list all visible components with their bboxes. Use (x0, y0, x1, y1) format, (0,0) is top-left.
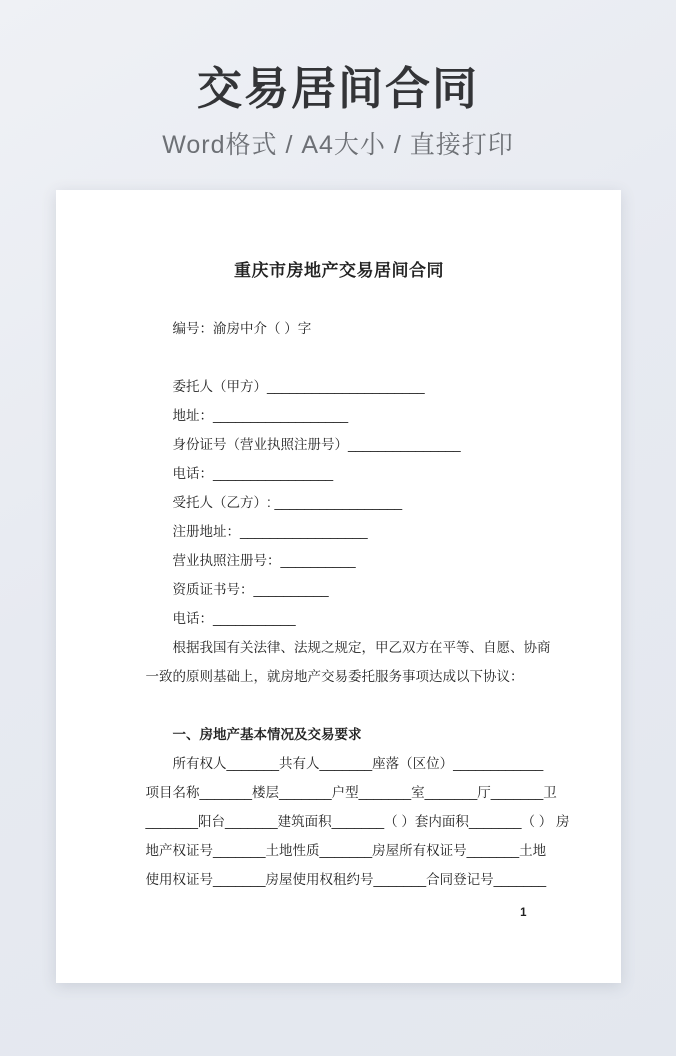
doc-line: 身份证号（营业执照注册号）_______________ (172, 436, 461, 452)
doc-line: 重庆市房地产交易居间合同 (234, 260, 444, 280)
doc-line: 编号：渝房中介（ ）字 (172, 320, 312, 336)
doc-line: 电话：___________ (172, 610, 296, 626)
doc-line: 所有权人_______共有人_______座落（区位）____________ (172, 755, 544, 771)
doc-line (146, 691, 533, 720)
document-body (145, 256, 570, 894)
doc-line: 委托人（甲方）_____________________ (172, 378, 425, 394)
doc-line: 一致的原则基础上，就房地产交易委托服务事项达成以下协议： (145, 668, 524, 684)
doc-line: 电话：________________ (172, 465, 334, 481)
document-page-preview (56, 190, 621, 983)
doc-line: 根据我国有关法律、法规之规定，甲乙双方在平等、自愿、协商 (172, 639, 551, 655)
doc-line: 项目名称_______楼层_______户型_______室_______厅_______卫 (145, 784, 557, 800)
doc-line: 一、房地产基本情况及交易要求 (172, 726, 362, 742)
doc-line: _______阳台_______建筑面积_______（ ）套内面积_______（ ） 房 (145, 813, 570, 829)
page-number: 1 (520, 906, 527, 919)
doc-line: 地产权证号_______土地性质_______房屋所有权证号_______土地 (145, 842, 547, 858)
doc-line: 受托人（乙方）: _________________ (172, 494, 403, 510)
doc-line: 地址：__________________ (172, 407, 349, 423)
doc-line (146, 285, 533, 314)
doc-line: 营业执照注册号：__________ (172, 552, 356, 568)
doc-line: 注册地址：_________________ (172, 523, 368, 539)
doc-line: 资质证书号：__________ (172, 581, 329, 597)
banner-title: 交易居间合同 (196, 63, 479, 114)
banner-subtitle: Word格式 / A4大小 / 直接打印 (162, 130, 514, 159)
doc-line: 使用权证号_______房屋使用权租约号_______合同登记号_______ (145, 871, 547, 887)
doc-line (146, 343, 533, 372)
banner-header (0, 0, 676, 161)
